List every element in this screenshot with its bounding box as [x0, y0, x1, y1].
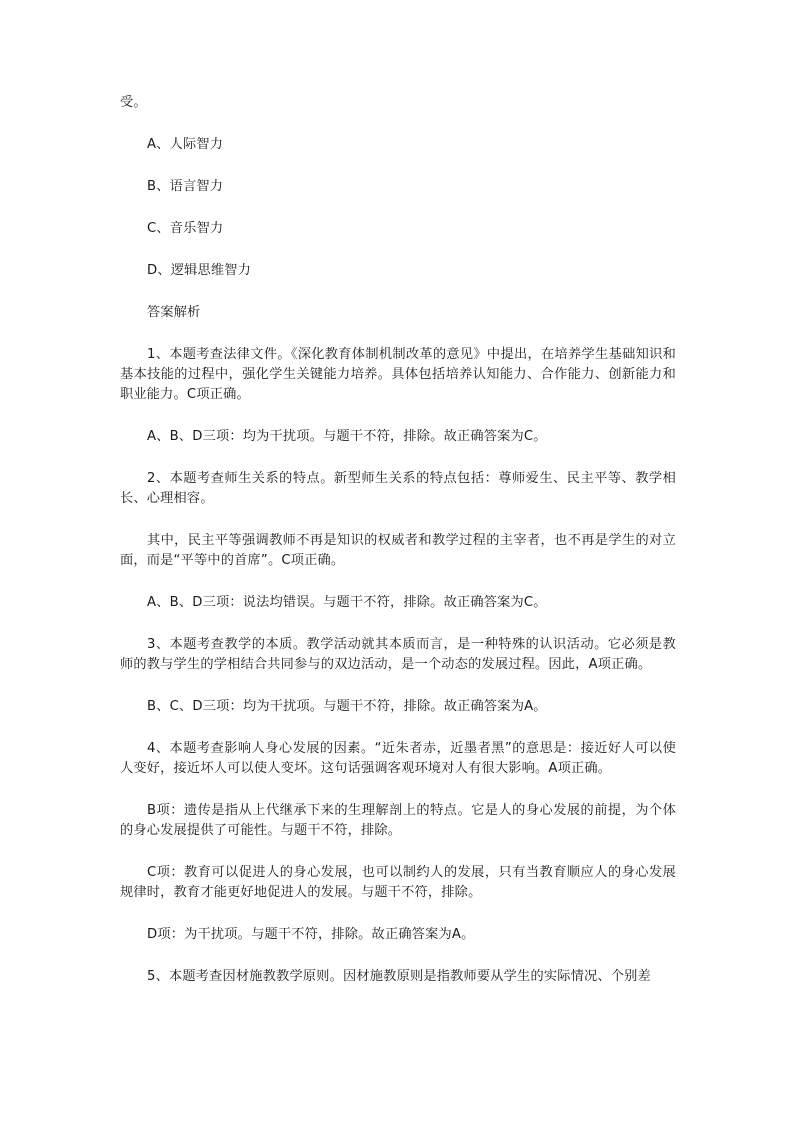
explanation-4: 4、本题考查影响人身心发展的因素。“近朱者赤，近墨者黑”的意思是：接近好人可以使人变好，接近坏人可以使人变坏。这句话强调客观环境对人有很大影响。A项正确。 [120, 741, 676, 776]
explanation-5: 5、本题考查因材施教教学原则。因材施教原则是指教师要从学生的实际情况、个别差 [147, 969, 651, 984]
explanation-1: 1、本题考查法律文件。《深化教育体制机制改革的意见》中提出，在培养学生基础知识和基本技能的过程中，强化学生关键能力培养。具体包括培养认知能力、合作能力、创新能力和职业能力。C项正确。 [120, 347, 676, 402]
explanation-2-detail: 其中，民主平等强调教师不再是知识的权威者和教学过程的主宰者，也不再是学生的对立面，而是“平等中的首席”。C项正确。 [120, 533, 676, 568]
explanation-3-options: B、C、D三项：均为干扰项。与题干不符，排除。故正确答案为A。 [147, 699, 547, 714]
explanation-3: 3、本题考查教学的本质。教学活动就其本质而言，是一种特殊的认识活动。它必须是教师的教与学生的学相结合共同参与的双边活动，是一个动态的发展过程。因此，A项正确。 [120, 637, 676, 672]
document-page [120, 93, 676, 987]
question-stem-tail: 受。 [120, 95, 147, 110]
explanation-2-options: A、B、D三项：说法均错误。与题干不符，排除。故正确答案为C。 [147, 595, 547, 610]
option-d: D、逻辑思维智力 [147, 263, 252, 278]
explanation-1-options: A、B、D三项：均为干扰项。与题干不符，排除。故正确答案为C。 [147, 429, 547, 444]
answer-heading: 答案解析 [147, 305, 201, 320]
explanation-2: 2、本题考查师生关系的特点。新型师生关系的特点包括：尊师爱生、民主平等、教学相长、心理相容。 [120, 471, 676, 506]
option-a: A、人际智力 [147, 137, 224, 152]
explanation-4-option-d: D项：为干扰项。与题干不符，排除。故正确答案为A。 [147, 927, 475, 942]
explanation-4-option-b: B项：遗传是指从上代继承下来的生理解剖上的特点。它是人的身心发展的前提，为个体的身心发展提供了可能性。与题干不符，排除。 [120, 803, 676, 838]
option-b: B、语言智力 [147, 179, 224, 194]
option-c: C、音乐智力 [147, 221, 224, 236]
explanation-4-option-c: C项：教育可以促进人的身心发展，也可以制约人的发展，只有当教育顺应人的身心发展规律时，教育才能更好地促进人的发展。与题干不符，排除。 [120, 865, 676, 900]
